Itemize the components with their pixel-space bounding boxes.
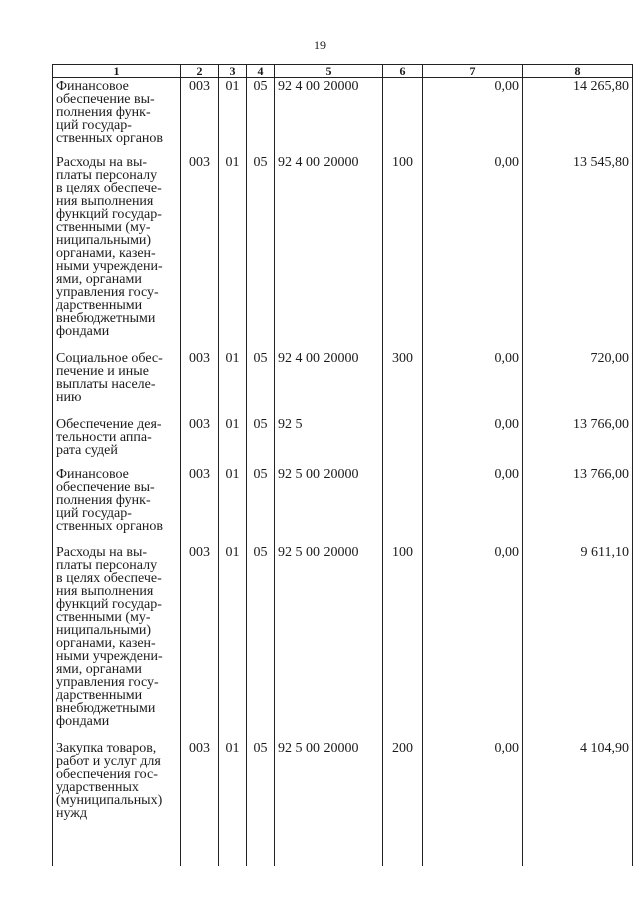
header-row — [53, 65, 633, 78]
row-target-article: 92 4 00 20000 — [275, 154, 383, 350]
row-subsection: 05 — [247, 416, 275, 466]
row-amount: 13 545,80 — [523, 154, 633, 350]
row-expense-type: 100 — [383, 154, 423, 350]
table-row — [53, 416, 633, 466]
row-value-7: 0,00 — [423, 78, 523, 154]
header-col-8: 8 — [523, 65, 633, 78]
header-col-7: 7 — [423, 65, 523, 78]
empty-cell — [219, 834, 247, 866]
row-section: 01 — [219, 740, 247, 834]
table-body — [53, 78, 633, 866]
table-row — [53, 78, 633, 154]
empty-cell — [247, 834, 275, 866]
row-amount: 14 265,80 — [523, 78, 633, 154]
row-amount: 4 104,90 — [523, 740, 633, 834]
row-subsection: 05 — [247, 740, 275, 834]
row-section: 01 — [219, 154, 247, 350]
header-col-1: 1 — [53, 65, 181, 78]
row-subsection: 05 — [247, 154, 275, 350]
row-section: 01 — [219, 350, 247, 416]
row-admin-code: 003 — [181, 544, 219, 740]
row-admin-code: 003 — [181, 350, 219, 416]
row-value-7: 0,00 — [423, 350, 523, 416]
row-value-7: 0,00 — [423, 466, 523, 544]
row-admin-code: 003 — [181, 740, 219, 834]
empty-cell — [383, 834, 423, 866]
row-subsection: 05 — [247, 466, 275, 544]
row-admin-code: 003 — [181, 78, 219, 154]
row-expense-type: 200 — [383, 740, 423, 834]
empty-cell — [423, 834, 523, 866]
row-name: Финансовое обеспечение вы- полнения функ- ций государ- ственных органов — [53, 466, 181, 544]
row-target-article: 92 4 00 20000 — [275, 350, 383, 416]
row-amount: 9 611,10 — [523, 544, 633, 740]
row-amount: 13 766,00 — [523, 416, 633, 466]
empty-cell — [53, 834, 181, 866]
row-subsection: 05 — [247, 78, 275, 154]
row-name: Расходы на вы- платы персоналу в целях обеспече- ния выполнения функций государ- ственными (му- ниципальными) органами, казен- ными учреждени- ями, органами управления госу- дарственными внебюджетными фондами — [53, 154, 181, 350]
row-name: Расходы на вы- платы персоналу в целях обеспече- ния выполнения функций государ- ственными (му- ниципальными) органами, казен- ными учреждени- ями, органами управления госу- дарственными внебюджетными фондами — [53, 544, 181, 740]
row-target-article: 92 5 00 20000 — [275, 740, 383, 834]
header-col-5: 5 — [275, 65, 383, 78]
row-amount: 720,00 — [523, 350, 633, 416]
row-section: 01 — [219, 78, 247, 154]
row-section: 01 — [219, 416, 247, 466]
table-row — [53, 544, 633, 740]
row-value-7: 0,00 — [423, 544, 523, 740]
row-subsection: 05 — [247, 544, 275, 740]
row-name: Закупка товаров, работ и услуг для обеспечения гос- ударственных (муниципальных) нужд — [53, 740, 181, 834]
table-row — [53, 740, 633, 834]
header-col-6: 6 — [383, 65, 423, 78]
row-name: Обеспечение дея- тельности аппа- рата судей — [53, 416, 181, 466]
row-amount: 13 766,00 — [523, 466, 633, 544]
row-target-article: 92 4 00 20000 — [275, 78, 383, 154]
table-row — [53, 350, 633, 416]
row-section: 01 — [219, 466, 247, 544]
header-col-4: 4 — [247, 65, 275, 78]
empty-cell — [523, 834, 633, 866]
row-name: Социальное обес- печение и иные выплаты населе- нию — [53, 350, 181, 416]
row-target-article: 92 5 — [275, 416, 383, 466]
empty-cell — [181, 834, 219, 866]
row-name: Финансовое обеспечение вы- полнения функ- ций государ- ственных органов — [53, 78, 181, 154]
row-value-7: 0,00 — [423, 740, 523, 834]
row-admin-code: 003 — [181, 416, 219, 466]
row-value-7: 0,00 — [423, 154, 523, 350]
header-col-2: 2 — [181, 65, 219, 78]
row-admin-code: 003 — [181, 466, 219, 544]
row-value-7: 0,00 — [423, 416, 523, 466]
empty-cell — [275, 834, 383, 866]
row-expense-type — [383, 78, 423, 154]
row-target-article: 92 5 00 20000 — [275, 544, 383, 740]
row-admin-code: 003 — [181, 154, 219, 350]
table-row — [53, 466, 633, 544]
row-expense-type — [383, 416, 423, 466]
row-expense-type: 300 — [383, 350, 423, 416]
budget-table — [52, 64, 633, 866]
table-row-empty — [53, 834, 633, 866]
row-target-article: 92 5 00 20000 — [275, 466, 383, 544]
table-row — [53, 154, 633, 350]
row-expense-type: 100 — [383, 544, 423, 740]
row-section: 01 — [219, 544, 247, 740]
row-expense-type — [383, 466, 423, 544]
page-number: 19 — [314, 38, 326, 52]
row-subsection: 05 — [247, 350, 275, 416]
header-col-3: 3 — [219, 65, 247, 78]
